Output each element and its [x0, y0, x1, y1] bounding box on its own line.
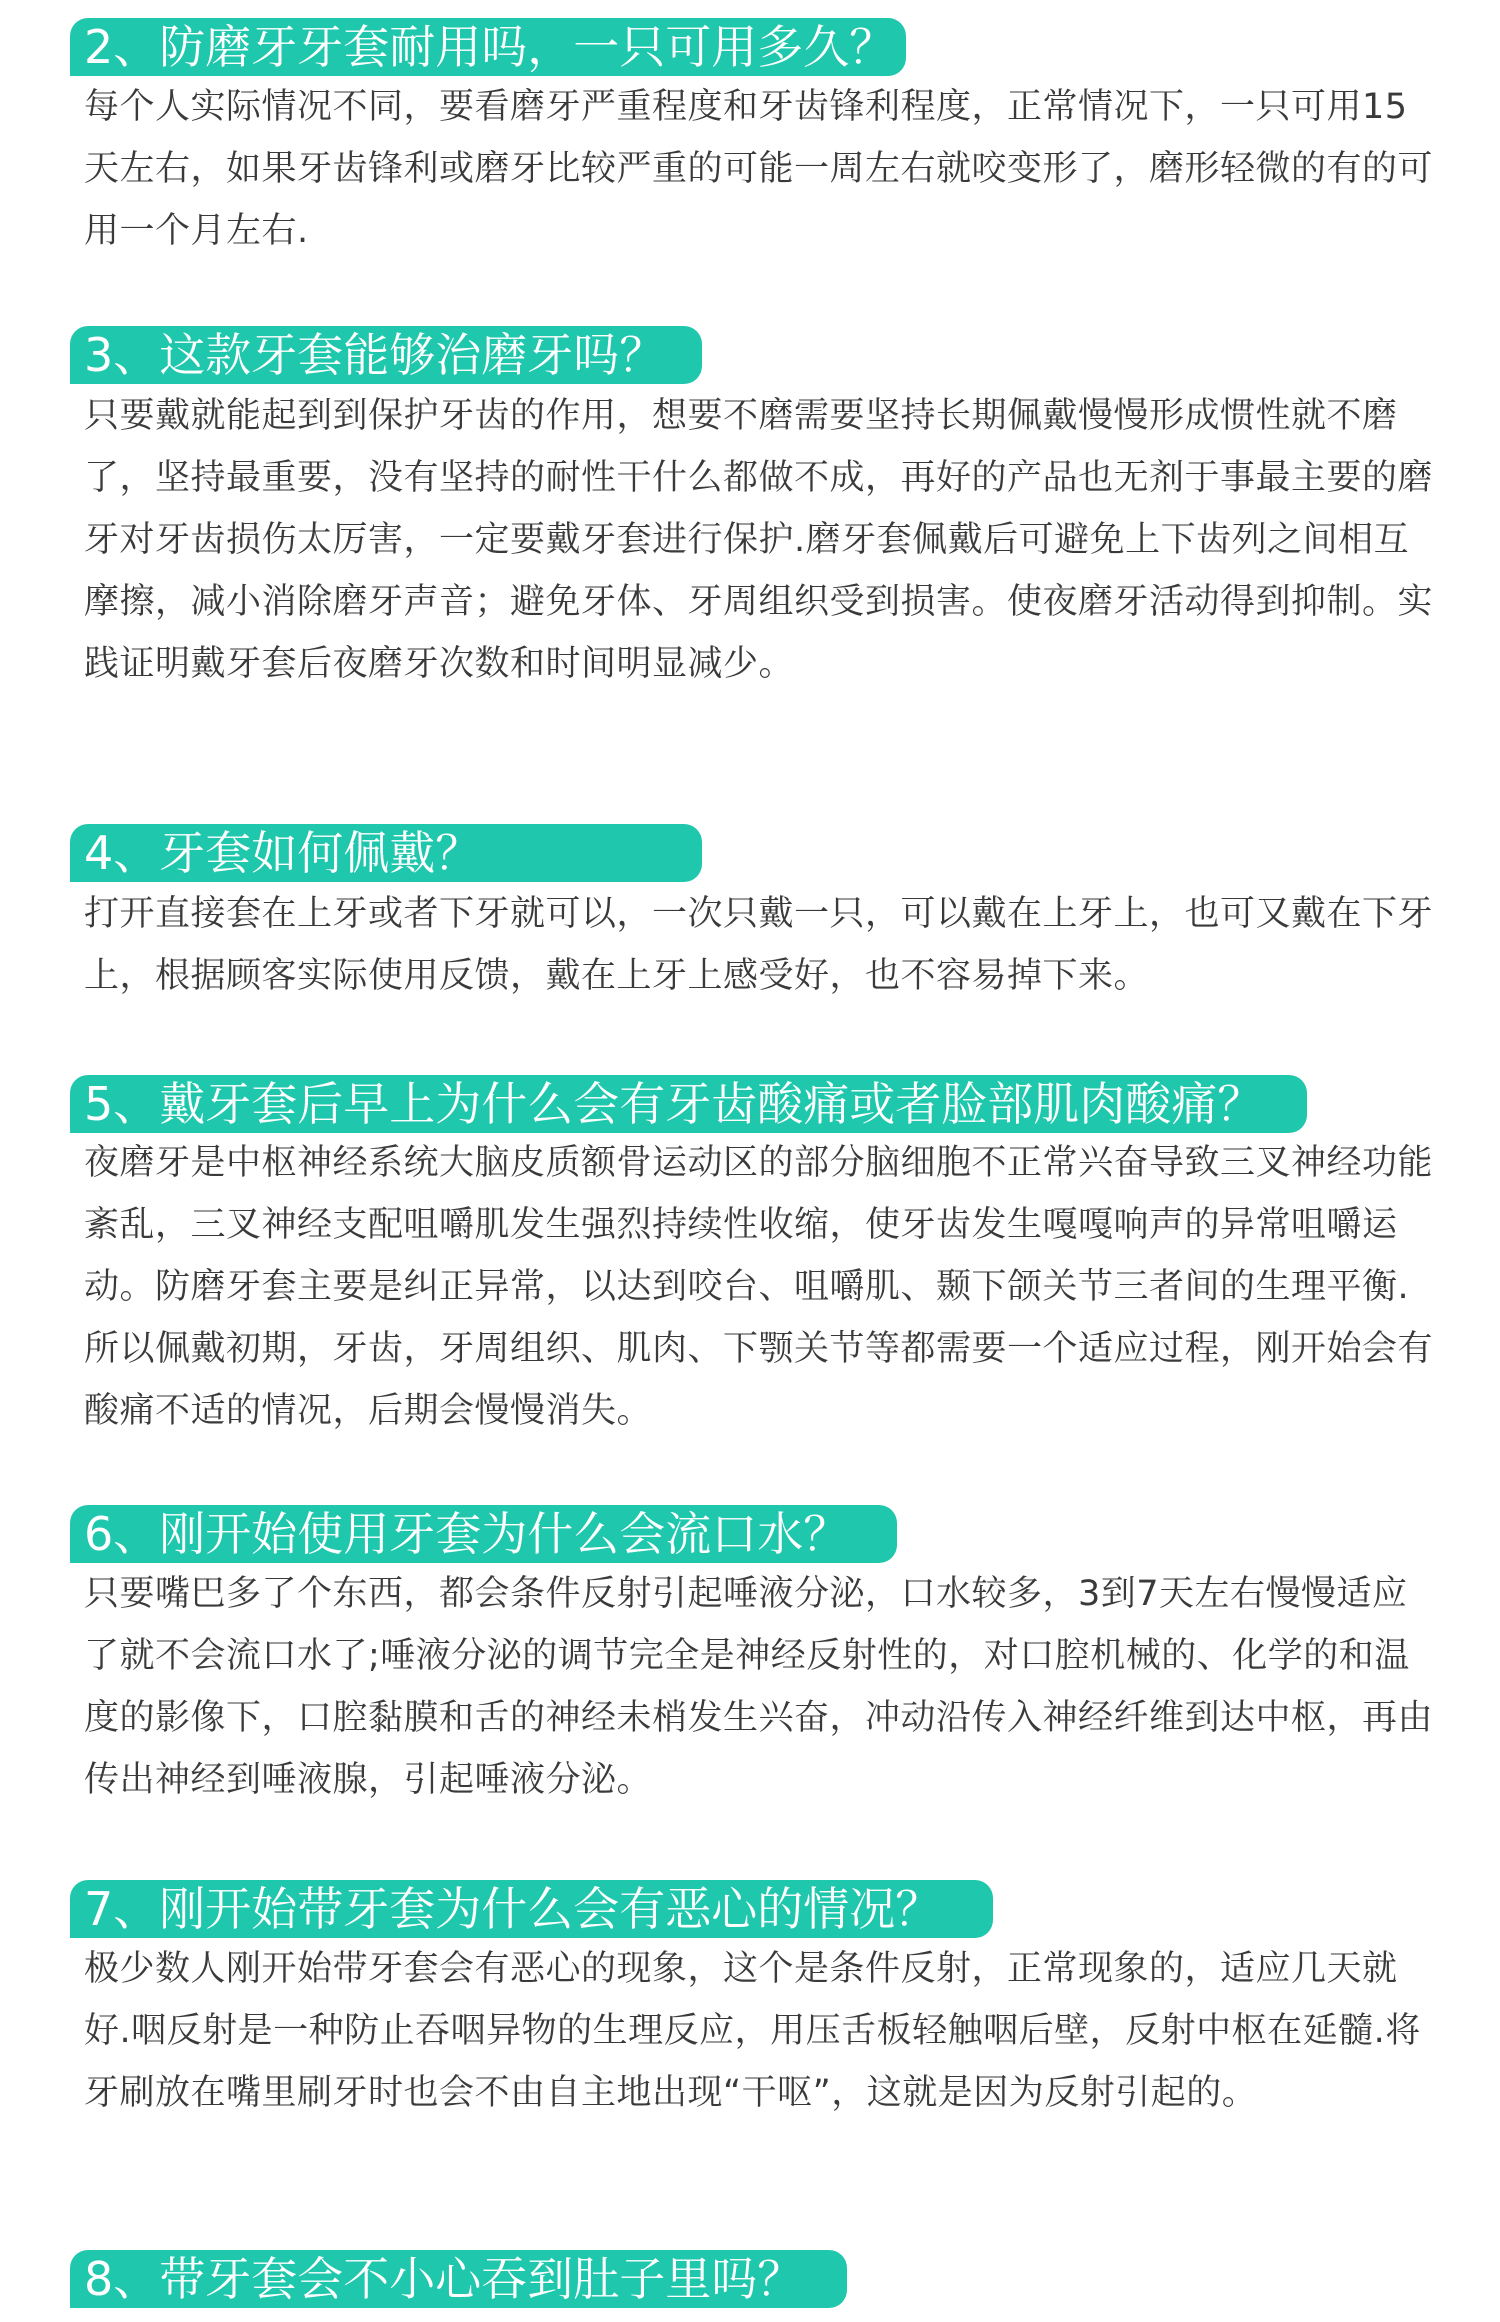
faq-question-heading: 7、刚开始带牙套为什么会有恶心的情况？: [70, 1880, 993, 1938]
faq-question-heading: 2、防磨牙牙套耐用吗，一只可用多久？: [70, 18, 906, 76]
faq-answer-text: 只要嘴巴多了个东西，都会条件反射引起唾液分泌，口水较多，3到7天左右慢慢适应了就不会流口水了;唾液分泌的调节完全是神经反射性的，对口腔机械的、化学的和温度的影像下，口腔黏膜和舌的神经未梢发生兴奋，冲动沿传入神经纤维到达中枢，再由传出神经到唾液腺，引起唾液分泌。: [84, 1574, 1434, 1800]
faq-answer-text: 打开直接套在上牙或者下牙就可以，一次只戴一只，可以戴在上牙上，也可又戴在下牙上，根据顾客实际使用反馈，戴在上牙上感受好，也不容易掉下来。: [84, 894, 1434, 996]
faq-question-heading: 3、这款牙套能够治磨牙吗？: [70, 326, 702, 384]
faq-question-heading: 6、刚开始使用牙套为什么会流口水？: [70, 1505, 897, 1563]
faq-answer-text: 夜磨牙是中枢神经系统大脑皮质额骨运动区的部分脑细胞不正常兴奋导致三叉神经功能紊乱，三叉神经支配咀嚼肌发生强烈持续性收缩，使牙齿发生嘎嘎响声的异常咀嚼运动。防磨牙套主要是纠正异常，以达到咬台、咀嚼肌、颞下颌关节三者间的生理平衡.所以佩戴初期，牙齿，牙周组织、肌肉、下颚关节等都需要一个适应过程，刚开始会有酸痛不适的情况，后期会慢慢消失。: [84, 1143, 1434, 1431]
faq-question-heading: 8、带牙套会不小心吞到肚子里吗？: [70, 2250, 847, 2308]
faq-answer-text: 极少数人刚开始带牙套会有恶心的现象，这个是条件反射，正常现象的，适应几天就好.咽反射是一种防止吞咽异物的生理反应，用压舌板轻触咽后壁，反射中枢在延髓.将牙刷放在嘴里刷牙时也会不由自主地出现“干呕”，这就是因为反射引起的。: [84, 1949, 1421, 2113]
faq-answer-text: 只要戴就能起到到保护牙齿的作用，想要不磨需要坚持长期佩戴慢慢形成惯性就不磨了，坚持最重要，没有坚持的耐性干什么都做不成，再好的产品也无剂于事最主要的磨牙对牙齿损伤太厉害，一定要戴牙套进行保护.磨牙套佩戴后可避免上下齿列之间相互摩擦，减小消除磨牙声音；避免牙体、牙周组织受到损害。使夜磨牙活动得到抑制。实践证明戴牙套后夜磨牙次数和时间明显减少。: [84, 396, 1434, 684]
faq-question-heading: 5、戴牙套后早上为什么会有牙齿酸痛或者脸部肌肉酸痛？: [70, 1075, 1307, 1133]
faq-question-heading: 4、牙套如何佩戴？: [70, 824, 702, 882]
faq-answer-text: 每个人实际情况不同，要看磨牙严重程度和牙齿锋利程度，正常情况下，一只可用15天左右，如果牙齿锋利或磨牙比较严重的可能一周左右就咬变形了，磨形轻微的有的可用一个月左右.: [84, 87, 1434, 251]
